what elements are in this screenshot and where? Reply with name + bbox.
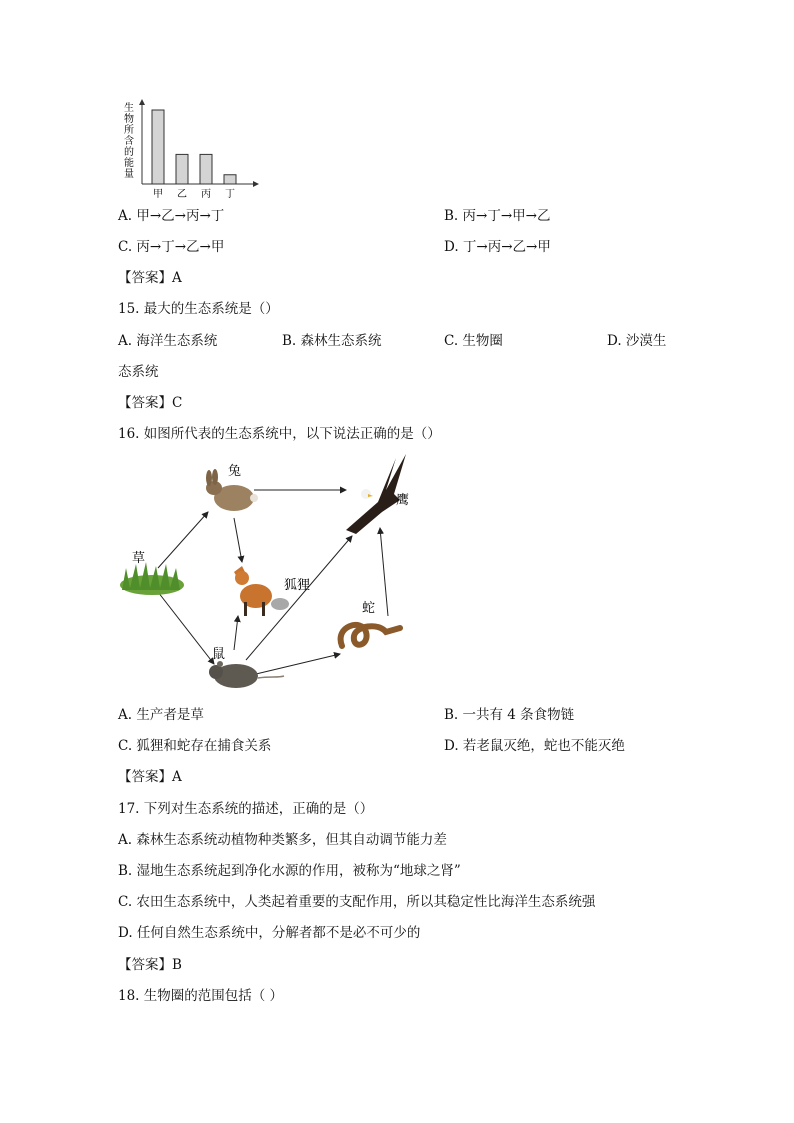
ylabel-char: 量 xyxy=(124,169,134,180)
arrow-snake-eagle xyxy=(380,528,388,616)
rabbit-label: 兔 xyxy=(228,464,242,479)
ylabel-char: 能 xyxy=(124,158,134,169)
q17-option-b: B. 湿地生态系统起到净化水源的作用，被称为“地球之肾” xyxy=(118,863,461,879)
grass-image xyxy=(120,562,184,595)
q16-stem: 16. 如图所代表的生态系统中，以下说法正确的是（） xyxy=(118,426,441,442)
q15-option-b: B. 森林生态系统 xyxy=(282,333,382,349)
arrow-rabbit-fox xyxy=(234,518,242,562)
q15-stem: 15. 最大的生态系统是（） xyxy=(118,301,279,317)
food-web-diagram xyxy=(116,450,426,698)
fox-label: 狐狸 xyxy=(284,578,311,593)
food-web-arrows xyxy=(158,490,388,674)
ylabel-char: 的 xyxy=(124,147,134,158)
snake-label: 蛇 xyxy=(362,601,376,616)
q17-option-c: C. 农田生态系统中，人类起着重要的支配作用，所以其稳定性比海洋生态系统强 xyxy=(118,894,596,910)
q14-option-d: D. 丁→丙→乙→甲 xyxy=(444,239,551,255)
q15-option-d: D. 沙漠生 xyxy=(607,333,667,349)
snake-image xyxy=(341,625,400,646)
eagle-label: 鹰 xyxy=(396,493,410,508)
q16-option-a: A. 生产者是草 xyxy=(118,707,204,723)
bar-甲 xyxy=(152,110,164,184)
arrow-grass-rabbit xyxy=(158,512,208,568)
fox-image xyxy=(234,566,289,616)
q17-option-a: A. 森林生态系统动植物种类繁多，但其自动调节能力差 xyxy=(118,832,447,848)
q17-stem: 17. 下列对生态系统的描述，正确的是（） xyxy=(118,801,374,817)
mouse-label: 鼠 xyxy=(212,647,226,662)
q18-stem: 18. 生物圈的范围包括（ ） xyxy=(118,988,284,1004)
q16-answer: 【答案】A xyxy=(118,769,182,785)
arrow-grass-mouse xyxy=(158,592,214,664)
mouse-image xyxy=(209,661,284,688)
bar-丙 xyxy=(200,154,212,184)
q15-option-c: C. 生物圈 xyxy=(444,333,503,349)
q14-option-b: B. 丙→丁→甲→乙 xyxy=(444,208,551,224)
bar-乙 xyxy=(176,154,188,184)
q17-option-d: D. 任何自然生态系统中，分解者都不是必不可少的 xyxy=(118,925,421,941)
q16-option-c: C. 狐狸和蛇存在捕食关系 xyxy=(118,738,272,754)
x-tick-label: 甲 xyxy=(153,189,163,200)
x-tick-label: 丁 xyxy=(225,189,235,200)
chart-ylabel xyxy=(124,101,134,180)
q16-option-b: B. 一共有 4 条食物链 xyxy=(444,707,575,723)
ylabel-char: 生 xyxy=(124,103,134,114)
ylabel-char: 物 xyxy=(124,114,134,125)
q15-option-a: A. 海洋生态系统 xyxy=(118,333,218,349)
q15-answer: 【答案】C xyxy=(118,395,183,411)
q14-option-a: A. 甲→乙→丙→丁 xyxy=(118,208,225,224)
energy-bar-chart xyxy=(118,96,268,202)
q17-answer: 【答案】B xyxy=(118,957,182,973)
grass-label: 草 xyxy=(132,551,146,566)
x-tick-label: 乙 xyxy=(177,189,187,200)
bar-丁 xyxy=(224,175,236,184)
x-tick-label: 丙 xyxy=(201,189,211,200)
ylabel-char: 所 xyxy=(124,125,134,136)
q16-option-d: D. 若老鼠灭绝，蛇也不能灭绝 xyxy=(444,738,625,754)
arrow-mouse-snake xyxy=(256,654,340,674)
q15-option-d-continued: 态系统 xyxy=(118,364,159,380)
q14-answer: 【答案】A xyxy=(118,270,182,286)
arrow-mouse-fox xyxy=(234,616,238,650)
ylabel-char: 含 xyxy=(124,136,134,147)
q14-option-c: C. 丙→丁→乙→甲 xyxy=(118,239,225,255)
